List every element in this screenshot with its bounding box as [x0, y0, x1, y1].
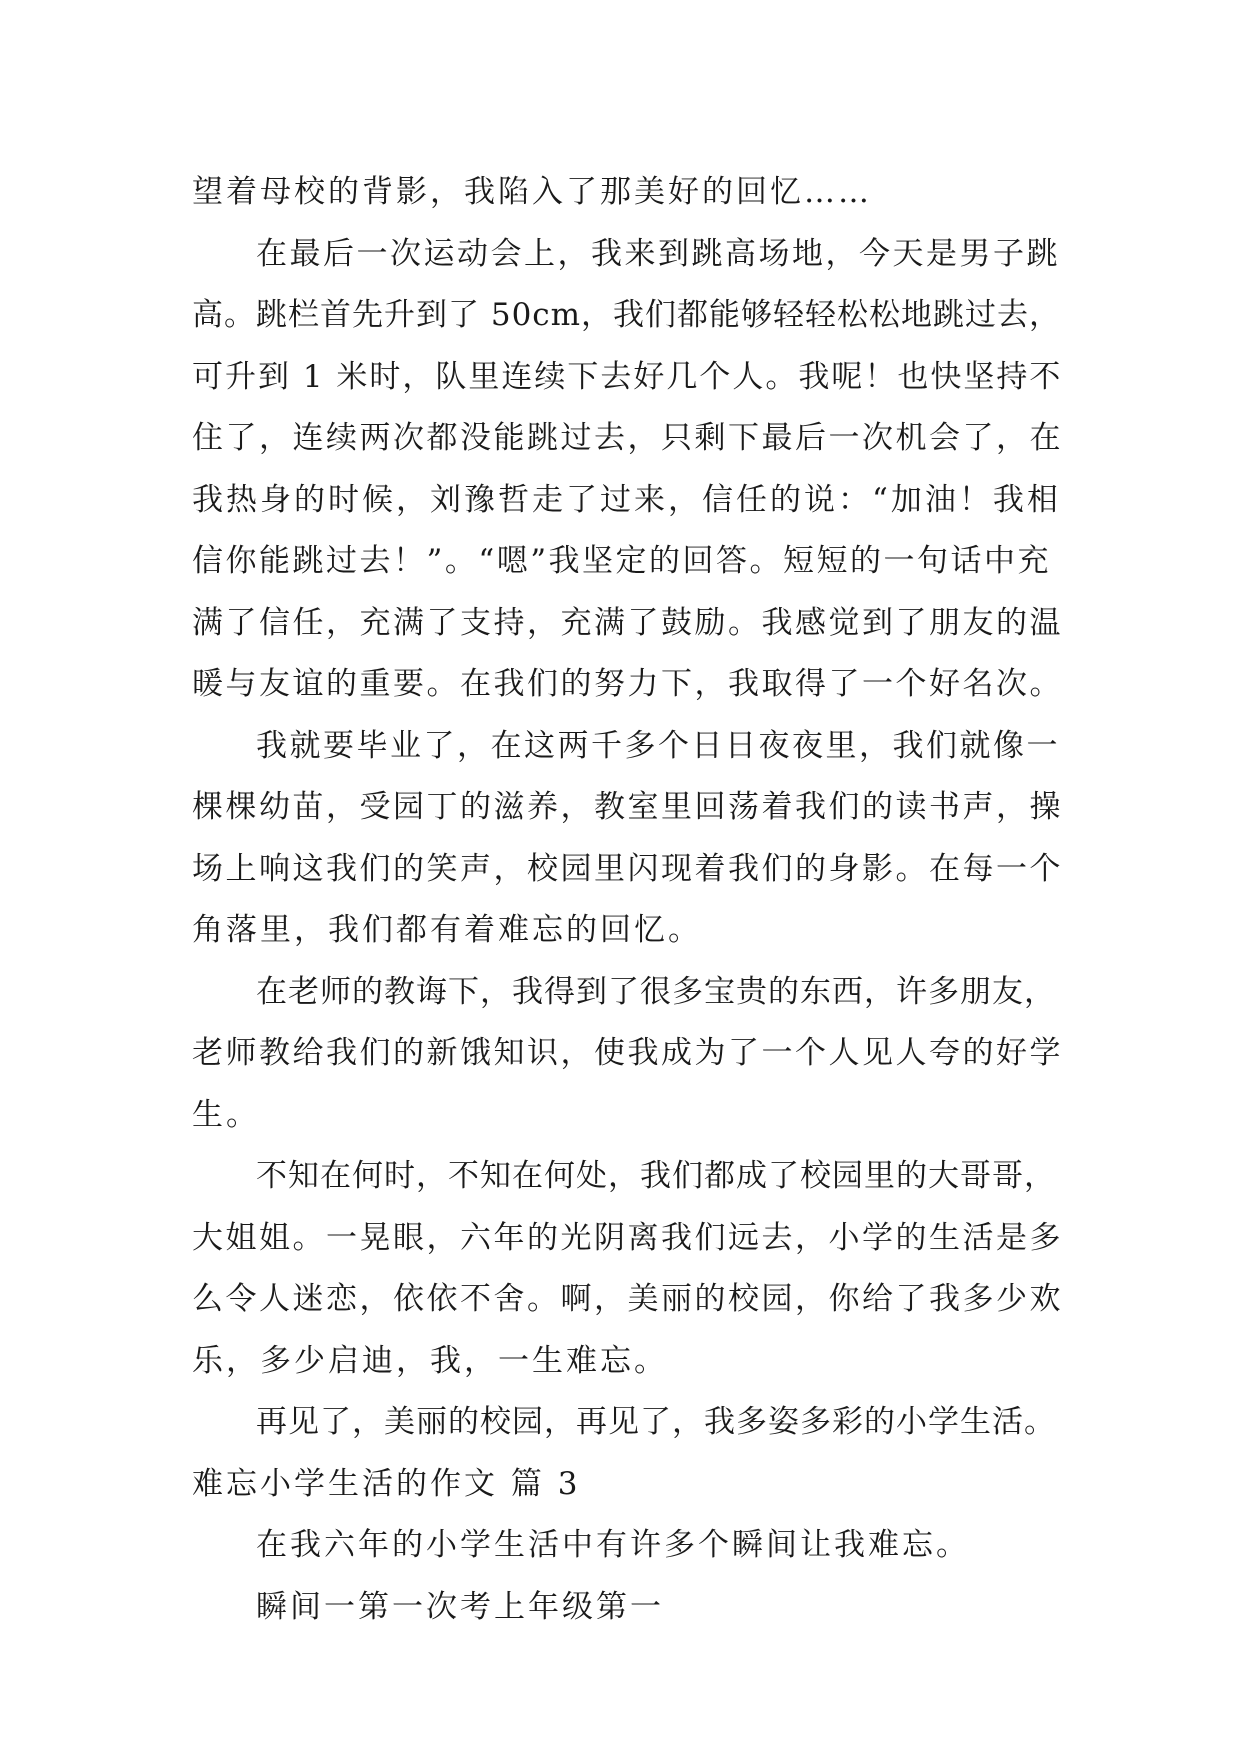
text-line: 再见了，美丽的校园，再见了，我多姿多彩的小学生活。 — [256, 1404, 1056, 1440]
text-line: 望着母校的背影，我陷入了那美好的回忆…… — [192, 174, 872, 210]
text-line: 在老师的教诲下，我得到了很多宝贵的东西，许多朋友， — [256, 973, 1056, 1010]
text-line: 老师教给我们的新饿知识，使我成为了一个人见人夸的好学 — [192, 1035, 1063, 1071]
text-line: 我热身的时候，刘豫哲走了过来，信任的说：“加油！我相 — [192, 481, 1061, 518]
text-line: 大姐姐。一晃眼，六年的光阴离我们远去，小学的生活是多 — [192, 1219, 1063, 1256]
text-line: 瞬间一第一次考上年级第一 — [256, 1588, 664, 1625]
text-line: 棵棵幼苗，受园丁的滋养，教室里回荡着我们的读书声，操 — [192, 789, 1063, 825]
text-line: 满了信任，充满了支持，充满了鼓励。我感觉到了朋友的温 — [192, 604, 1063, 641]
text-line: 住了，连续两次都没能跳过去，只剩下最后一次机会了，在 — [192, 420, 1063, 456]
text-line: 在最后一次运动会上，我来到跳高场地，今天是男子跳 — [256, 235, 1060, 272]
text-line: 乐，多少启迪，我，一生难忘。 — [192, 1342, 668, 1379]
text-line: 高。跳栏首先升到了 50cm，我们都能够轻轻松松地跳过去， — [192, 297, 1062, 333]
text-line: 生。 — [192, 1096, 260, 1133]
text-line: 我就要毕业了，在这两千多个日日夜夜里，我们就像一 — [256, 727, 1060, 764]
text-line: 暖与友谊的重要。在我们的努力下，我取得了一个好名次。 — [192, 666, 1063, 702]
text-line: 场上响这我们的笑声，校园里闪现着我们的身影。在每一个 — [192, 850, 1063, 887]
document-body — [192, 162, 1062, 1638]
text-line: 信你能跳过去！”。“嗯”我坚定的回答。短短的一句话中充 — [192, 543, 1052, 579]
text-line: 么令人迷恋，依依不舍。啊，美丽的校园，你给了我多少欢 — [192, 1281, 1063, 1317]
text-line: 不知在何时，不知在何处，我们都成了校园里的大哥哥， — [256, 1158, 1056, 1194]
text-line: 难忘小学生活的作文 篇 3 — [192, 1465, 581, 1502]
text-line: 可升到 1 米时，队里连续下去好几个人。我呢！也快坚持不 — [192, 358, 1063, 395]
text-line: 在我六年的小学生活中有许多个瞬间让我难忘。 — [256, 1527, 970, 1563]
text-line: 角落里，我们都有着难忘的回忆。 — [192, 912, 702, 948]
